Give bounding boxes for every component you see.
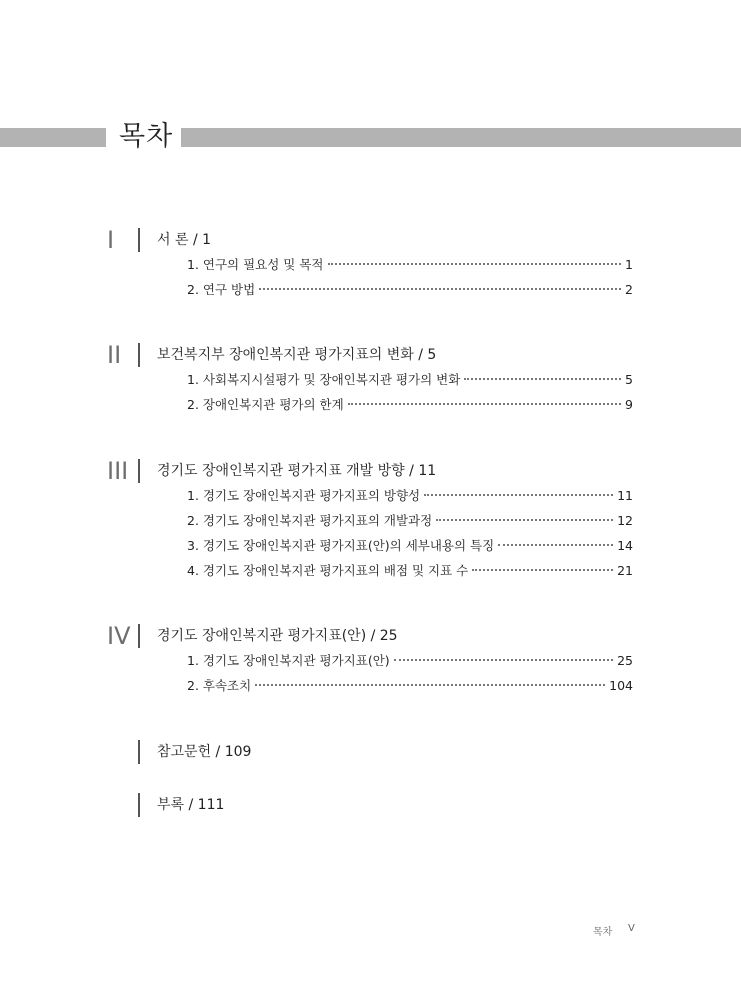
footer-page-number: V — [628, 923, 635, 934]
entry-title: 1. 연구의 필요성 및 목적 — [187, 257, 324, 272]
dot-leader — [436, 519, 613, 521]
entry-page: 2 — [625, 282, 633, 297]
toc-entry[interactable] — [187, 395, 633, 415]
entry-title: 4. 경기도 장애인복지관 평가지표의 배점 및 지표 수 — [187, 563, 469, 578]
toc-entry[interactable] — [187, 486, 633, 506]
section-title[interactable]: 경기도 장애인복지관 평가지표 개발 방향 / 11 — [157, 463, 437, 479]
entry-page: 21 — [617, 563, 633, 578]
dot-leader — [424, 494, 613, 496]
section-numeral: II — [107, 341, 122, 369]
footer-label: 목차 — [593, 927, 613, 938]
entry-page: 1 — [625, 257, 633, 272]
dot-leader — [348, 403, 621, 405]
entry-page: 104 — [609, 678, 633, 693]
entry-page: 11 — [617, 488, 633, 503]
entry-page: 5 — [625, 372, 633, 387]
title-band-right — [181, 128, 741, 147]
toc-entry[interactable] — [187, 651, 633, 671]
entry-page: 12 — [617, 513, 633, 528]
toc-entry[interactable] — [187, 561, 633, 581]
section-divider — [138, 459, 140, 483]
entry-title: 1. 경기도 장애인복지관 평가지표의 방향성 — [187, 488, 421, 503]
section-numeral: IV — [107, 622, 131, 650]
entry-title: 1. 경기도 장애인복지관 평가지표(안) — [187, 653, 390, 668]
section-title[interactable]: 부록 / 111 — [157, 797, 225, 813]
toc-entry[interactable] — [187, 280, 633, 300]
entry-page: 25 — [617, 653, 633, 668]
entry-title: 3. 경기도 장애인복지관 평가지표(안)의 세부내용의 특징 — [187, 538, 495, 553]
entry-page: 14 — [617, 538, 633, 553]
section-title[interactable]: 참고문헌 / 109 — [157, 744, 252, 760]
dot-leader — [464, 378, 621, 380]
title-band-left — [0, 128, 106, 147]
toc-entry[interactable] — [187, 676, 633, 696]
entry-title: 2. 후속조치 — [187, 678, 252, 693]
dot-leader — [328, 263, 622, 265]
entry-title: 2. 경기도 장애인복지관 평가지표의 개발과정 — [187, 513, 433, 528]
dot-leader — [472, 569, 613, 571]
section-title[interactable]: 경기도 장애인복지관 평가지표(안) / 25 — [157, 628, 398, 644]
dot-leader — [259, 288, 621, 290]
page-title: 목차 — [119, 121, 174, 152]
section-numeral: III — [107, 457, 129, 485]
entry-title: 2. 장애인복지관 평가의 한계 — [187, 397, 344, 412]
section-divider — [138, 740, 140, 764]
dot-leader — [498, 544, 613, 546]
toc-entry[interactable] — [187, 370, 633, 390]
entry-page: 9 — [625, 397, 633, 412]
section-numeral: I — [107, 226, 115, 254]
section-divider — [138, 624, 140, 648]
dot-leader — [255, 684, 605, 686]
section-title[interactable]: 보건복지부 장애인복지관 평가지표의 변화 / 5 — [157, 347, 437, 363]
section-divider — [138, 228, 140, 252]
section-divider — [138, 793, 140, 817]
entry-title: 1. 사회복지시설평가 및 장애인복지관 평가의 변화 — [187, 372, 461, 387]
section-divider — [138, 343, 140, 367]
toc-entry[interactable] — [187, 536, 633, 556]
dot-leader — [394, 659, 613, 661]
toc-entry[interactable] — [187, 255, 633, 275]
toc-entry[interactable] — [187, 511, 633, 531]
section-title[interactable]: 서 론 / 1 — [157, 232, 212, 248]
entry-title: 2. 연구 방법 — [187, 282, 256, 297]
